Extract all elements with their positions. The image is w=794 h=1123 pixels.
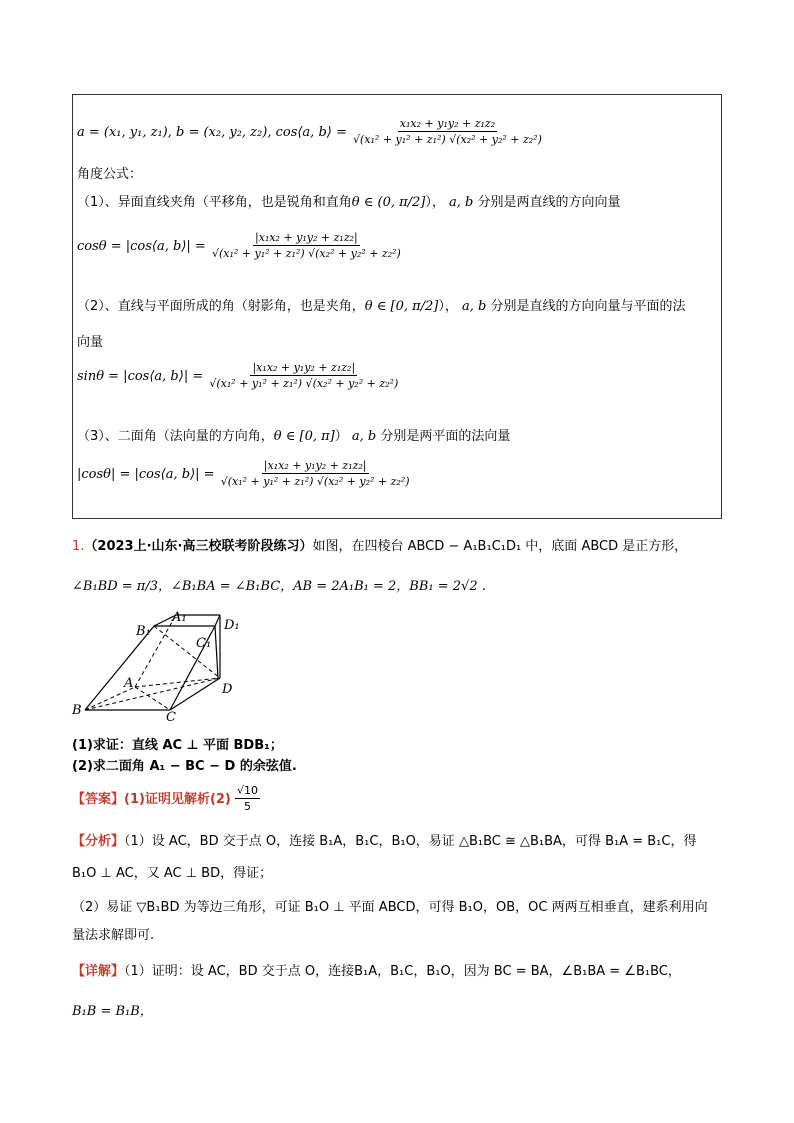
skew-cos-formula: cosθ = |cos⟨a, b⟩| = $\frac{\text{|x₁x₂ + y₁y₂ + z₁z₂|}}{\text{√(x₁² + y₁² + z₁²) √(x₂² + y₂² + z₂²)}}$ bbox=[77, 231, 401, 260]
detail-line-2: B₁B = B₁B， bbox=[72, 1004, 153, 1019]
angle-formula-heading: 角度公式： bbox=[77, 167, 143, 182]
problem-line-2: ∠B₁BD = π/3，∠B₁BA = ∠B₁BC，AB = 2A₁B₁ = 2，BB₁ = 2√2 . bbox=[72, 579, 486, 594]
label-A1: A₁ bbox=[172, 610, 187, 625]
line-plane-angle: （2）、直线与平面所成的角（射影角，也是夹角，θ ∈ [0, π/2]）， a, b 分别是直线的方向向量与平面的法 bbox=[77, 299, 686, 314]
label-B1: B₁ bbox=[136, 624, 151, 639]
question-1: (1)求证：直线 AC ⊥ 平面 BDB₁； bbox=[72, 738, 283, 753]
analysis-line-3: （2）易证 ▽B₁BD 为等边三角形，可证 B₁O ⊥ 平面 ABCD，可得 B₁O，OB，OC 两两互相垂直，建系利用向 bbox=[72, 900, 708, 915]
label-C: C bbox=[166, 710, 176, 725]
detail-line-1: 【详解】（1）证明：设 AC，BD 交于点 O，连接B₁A，B₁C，B₁O，因为 BC = BA，∠B₁BA = ∠B₁BC， bbox=[72, 964, 681, 979]
sin-formula: sinθ = |cos⟨a, b⟩| = $\frac{\text{|x₁x₂ + y₁y₂ + z₁z₂|}}{\text{√(x₁² + y₁² + z₁²) √(x₂² + y₂² + z₂²)}}$ bbox=[77, 361, 399, 390]
answer-line: 【答案】(1)证明见解析(2) $\frac{√10}{5}$ bbox=[72, 784, 259, 813]
skew-lines-angle: （1）、异面直线夹角（平移角，也是锐角和直角θ ∈ (0, π/2]）， a, b 分别是两直线的方向向量 bbox=[77, 195, 621, 210]
cos-fraction: $\frac{\text{x₁x₂ + y₁y₂ + z₁z₂}}{\text{√(x₁² + y₁² + z₁²) √(x₂² + y₂² + z₂²)}}$ bbox=[353, 117, 542, 146]
answer-fraction: $\frac{√10}{5}$ bbox=[237, 784, 259, 813]
analysis-line-4: 量法求解即可. bbox=[72, 928, 155, 943]
label-D1: D₁ bbox=[224, 618, 240, 633]
question-2: (2)求二面角 A₁ − BC − D 的余弦值. bbox=[72, 759, 297, 774]
label-A: A bbox=[124, 676, 134, 691]
label-C1: C₁ bbox=[196, 636, 212, 651]
dihedral-cos-formula: |cosθ| = |cos⟨a, b⟩| = $\frac{\text{|x₁x₂ + y₁y₂ + z₁z₂|}}{\text{√(x₁² + y₁² + z₁²) √(x₂² + y₂² + z₂²)}}$ bbox=[77, 459, 410, 488]
analysis-line-1: 【分析】（1）设 AC，BD 交于点 O，连接 B₁A，B₁C，B₁O，易证 △B₁BC ≅ △B₁BA，可得 B₁A = B₁C，得 bbox=[72, 834, 697, 849]
label-B: B bbox=[72, 703, 82, 718]
analysis-line-2: B₁O ⊥ AC，又 AC ⊥ BD，得证； bbox=[72, 866, 273, 881]
formula-box bbox=[72, 94, 722, 519]
line-plane-angle-cont: 向量 bbox=[77, 335, 104, 350]
vector-cos-formula: a = (x₁, y₁, z₁), b = (x₂, y₂, z₂), cos⟨a, b⟩ = $\frac{\text{x₁x₂ + y₁y₂ + z₁z₂}}{\text{√(x₁² + y₁² + z₁²) √(x₂² + y₂² + z₂²)}}$ bbox=[77, 117, 542, 146]
label-D: D bbox=[222, 682, 233, 697]
dihedral-angle: （3）、二面角（法向量的方向角，θ ∈ [0, π]） a, b 分别是两平面的法向量 bbox=[77, 429, 511, 444]
problem-line-1: 1.（2023上·山东·高三校联考阶段练习）如图，在四棱台 ABCD − A₁B₁C₁D₁ 中，底面 ABCD 是正方形， bbox=[72, 539, 688, 554]
